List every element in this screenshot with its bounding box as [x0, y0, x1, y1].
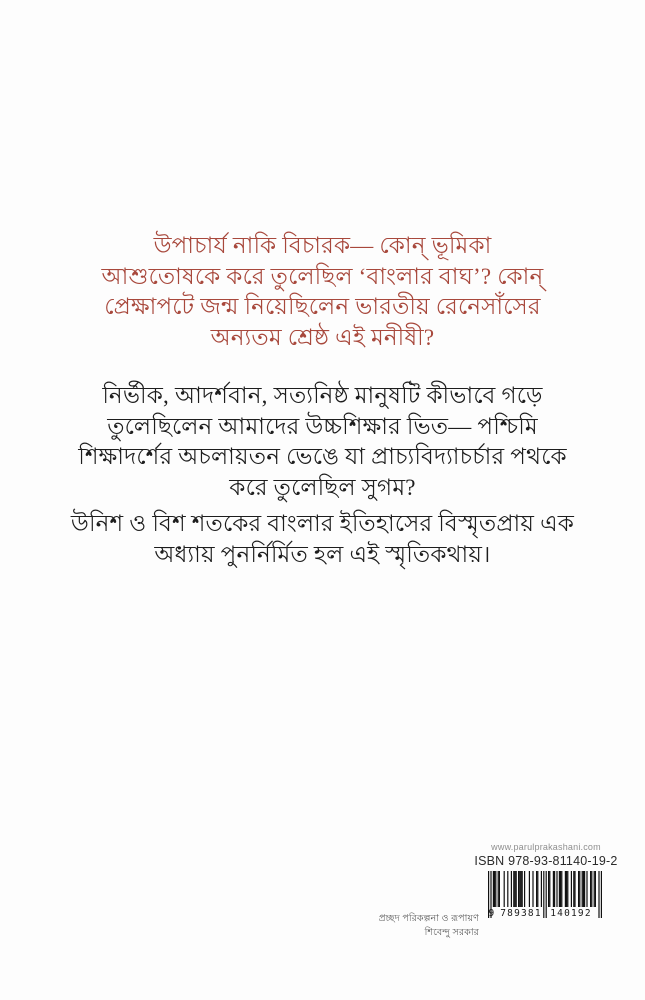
barcode-digit-group: 140192 — [550, 908, 592, 919]
blurb-line: উনিশ ও বিশ শতকের বাংলার ইতিহাসের বিস্মৃতপ্রায় এক — [70, 511, 575, 536]
blurb-line: আশুতোষকে করে তুলেছিল ‘বাংলার বাঘ’? কোন্ — [101, 263, 544, 289]
blurb-line: করে তুলেছিল সুগম? — [229, 474, 416, 500]
isbn-barcode — [488, 871, 602, 920]
closing-blurb — [60, 509, 585, 570]
blurb-line: শিক্ষাদর্শের অচলায়তন ভেঙে যা প্রাচ্যবিদ্যাচর্চার পথকে — [78, 444, 567, 469]
question-blurb — [60, 231, 585, 353]
barcode-digit-group: 789381 — [500, 908, 542, 919]
publisher-website-text: www.parulprakashani.com — [491, 842, 601, 852]
blurb-line: তুলেছিলেন আমাদের উচ্চশিক্ষার ভিত— পশ্চিমি — [107, 413, 538, 439]
design-credits — [378, 913, 479, 940]
isbn-label: ISBN 978-93-81140-19-2 — [474, 854, 618, 868]
credit-line: শিবেন্দু সরকার — [424, 927, 479, 938]
barcode-digits — [488, 907, 602, 920]
blurb-line: অন্যতম শ্রেষ্ঠ এই মনীষী? — [210, 324, 435, 350]
barcode-digit-group: 9 — [488, 908, 496, 919]
body-blurb — [60, 381, 585, 503]
credit-line: প্রচ্ছদ পরিকল্পনা ও রূপায়ণ — [378, 914, 479, 924]
blurb-line: প্রেক্ষাপটে জন্ম নিয়েছিলেন ভারতীয় রেনেসাঁসের — [104, 294, 541, 319]
blurb-line: অধ্যায় পুনর্নির্মিত হল এই স্মৃতিকথায়। — [154, 541, 491, 567]
blurb-line: উপাচার্য নাকি বিচারক— কোন্ ভূমিকা — [153, 233, 492, 258]
blurb-line: নির্ভীক, আদর্শবান, সত্যনিষ্ঠ মানুষটি কীভাবে গড়ে — [102, 383, 543, 408]
